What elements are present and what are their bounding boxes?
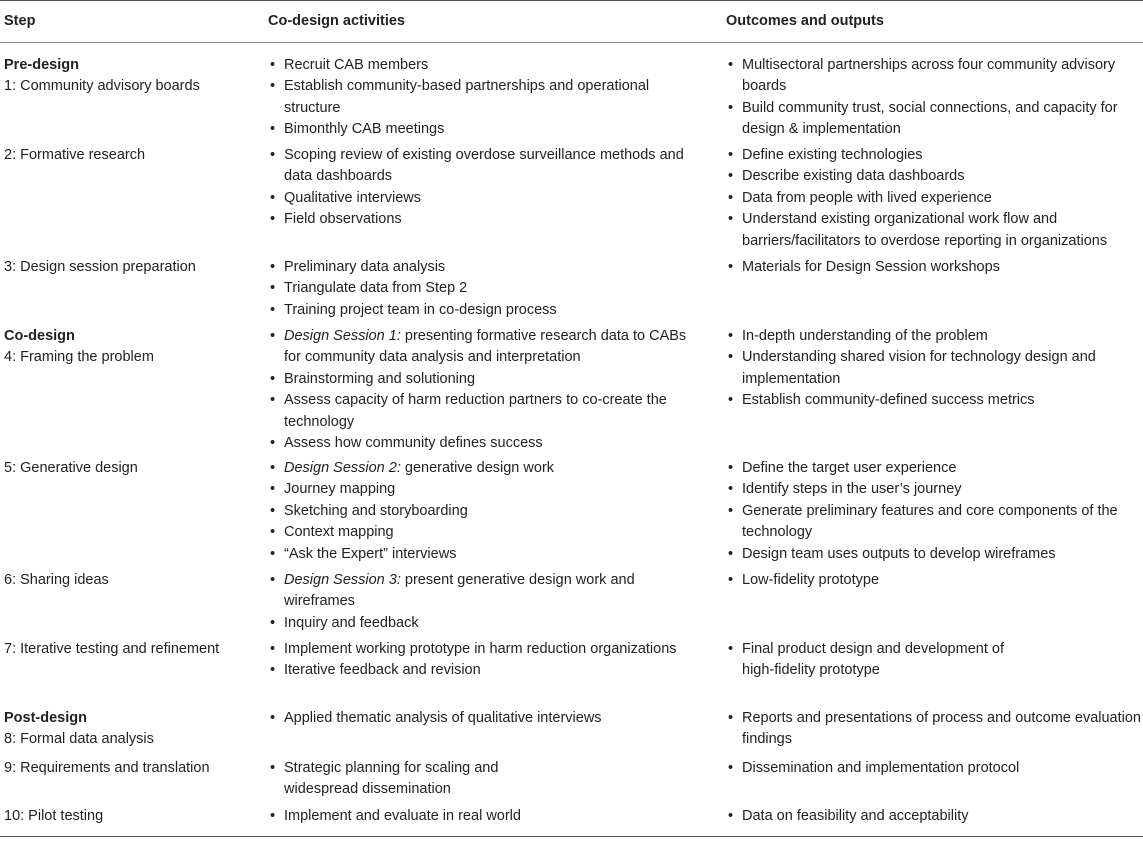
activity-text: Assess capacity of harm reduction partners to co-create the technology	[284, 392, 667, 430]
activity-text: Applied thematic analysis of qualitative interviews	[284, 710, 602, 726]
list-item	[726, 501, 1143, 544]
outcome-text: Establish community-defined success metrics	[742, 392, 1035, 409]
outcome-text: Data on feasibility and acceptability	[742, 808, 969, 824]
activity-text: Field observations	[284, 211, 402, 228]
activities-cell	[268, 570, 698, 634]
list-item	[726, 98, 1143, 141]
outcome-text: Multisectoral partnerships across four community advisory boards	[742, 57, 1116, 95]
bullet-icon: •	[270, 545, 276, 562]
list-item	[726, 145, 1143, 166]
bullet-icon: •	[270, 392, 276, 409]
activity-text: Context mapping	[284, 524, 394, 541]
list-item	[268, 55, 698, 76]
list-item	[726, 639, 1143, 682]
list-item	[726, 55, 1143, 98]
bullet-icon: •	[728, 349, 734, 366]
step-cell	[4, 145, 259, 166]
outcomes-cell	[726, 639, 1143, 682]
outcomes-cell	[726, 806, 1143, 827]
step-cell	[4, 326, 259, 369]
list-item	[268, 613, 698, 634]
activities-list	[268, 708, 698, 729]
bullet-icon: •	[728, 545, 734, 562]
outcomes-list	[726, 458, 1143, 565]
step-cell	[4, 708, 259, 751]
bullet-icon: •	[270, 435, 276, 452]
step-cell	[4, 257, 259, 278]
list-item	[726, 390, 1143, 411]
activities-list	[268, 806, 698, 827]
activities-cell	[268, 758, 698, 801]
activities-list	[268, 326, 698, 454]
step-cell	[4, 570, 259, 591]
bullet-icon: •	[270, 614, 276, 631]
step-label: 3: Design session preparation	[4, 259, 196, 275]
activities-cell	[268, 257, 698, 321]
step-cell	[4, 806, 259, 827]
list-item	[268, 479, 698, 500]
outcomes-list	[726, 570, 1143, 591]
activity-text: Implement working prototype in harm reduction organizations	[284, 641, 677, 657]
list-item	[268, 326, 698, 369]
step-cell	[4, 758, 259, 779]
list-item	[268, 209, 698, 230]
section-heading: Pre-design	[4, 57, 79, 73]
bullet-icon: •	[270, 301, 276, 318]
list-item	[726, 806, 1143, 827]
activities-cell	[268, 639, 698, 682]
bullet-icon: •	[728, 57, 734, 73]
bullet-icon: •	[728, 168, 734, 185]
activities-cell	[268, 326, 698, 454]
step-label: 6: Sharing ideas	[4, 572, 109, 588]
activity-text: present generative design work and wireframes	[284, 572, 635, 610]
header-rule	[0, 42, 1143, 43]
activities-list	[268, 145, 698, 231]
list-item	[268, 570, 698, 613]
activity-text: Brainstorming and solutioning	[284, 370, 476, 387]
bullet-icon: •	[728, 460, 734, 476]
activities-cell	[268, 806, 698, 827]
activities-cell	[268, 708, 698, 729]
list-item	[268, 369, 698, 390]
design-session-label: Design Session 1:	[284, 328, 401, 344]
activity-text: Triangulate data from Step 2	[284, 280, 468, 297]
outcomes-cell	[726, 145, 1143, 252]
list-item	[268, 708, 698, 729]
activity-text: Training project team in co-design process	[284, 301, 557, 318]
outcome-text: Identify steps in the user’s journey	[742, 481, 962, 498]
bullet-icon: •	[270, 211, 276, 228]
activity-text: “Ask the Expert” interviews	[284, 545, 457, 562]
bullet-icon: •	[270, 502, 276, 519]
activities-cell	[268, 145, 698, 231]
outcome-text: Understanding shared vision for technology design and implementation	[742, 349, 1096, 387]
bullet-icon: •	[728, 259, 734, 275]
list-item	[268, 758, 698, 801]
step-cell	[4, 55, 259, 98]
bullet-icon: •	[270, 460, 276, 476]
outcomes-list	[726, 639, 1143, 682]
outcome-text: Dissemination and implementation protocol	[742, 760, 1020, 776]
outcome-text: Data from people with lived experience	[742, 189, 992, 206]
activity-text: Establish community-based partnerships and operational structure	[284, 78, 650, 116]
outcomes-list	[726, 145, 1143, 252]
activities-list	[268, 758, 698, 801]
bullet-icon: •	[270, 147, 276, 163]
list-item	[268, 257, 698, 278]
bullet-icon: •	[728, 572, 734, 588]
list-item	[268, 458, 698, 479]
activities-list	[268, 55, 698, 141]
bullet-icon: •	[728, 808, 734, 824]
step-label: 9: Requirements and translation	[4, 760, 210, 776]
bullet-icon: •	[270, 121, 276, 138]
outcome-text: Generate preliminary features and core components of the technology	[742, 502, 1118, 541]
section-heading: Co-design	[4, 328, 75, 344]
activity-text: presenting formative research data to CABs for community data analysis and interpretation	[284, 328, 687, 366]
design-session-label: Design Session 2:	[284, 460, 401, 476]
list-item	[268, 145, 698, 188]
bullet-icon: •	[270, 370, 276, 387]
list-item	[268, 300, 698, 321]
design-session-label: Design Session 3:	[284, 572, 401, 588]
outcomes-cell	[726, 708, 1143, 751]
outcome-text: Materials for Design Session workshops	[742, 259, 1000, 275]
activity-text: Scoping review of existing overdose surveillance methods and data dashboards	[284, 147, 684, 185]
list-item	[726, 166, 1143, 187]
bullet-icon: •	[728, 328, 734, 344]
bullet-icon: •	[728, 641, 734, 657]
bullet-icon: •	[270, 662, 276, 679]
outcome-text: Understand existing organizational work flow and barriers/facilitators to overdose reporting in organizations	[742, 211, 1108, 249]
activity-text: Implement and evaluate in real world	[284, 808, 521, 824]
list-item	[268, 119, 698, 140]
outcomes-list	[726, 55, 1143, 141]
list-item	[268, 522, 698, 543]
bullet-icon: •	[270, 57, 276, 73]
outcomes-list	[726, 806, 1143, 827]
activities-list	[268, 458, 698, 565]
activity-text: Iterative feedback and revision	[284, 662, 481, 679]
bullet-icon: •	[728, 710, 734, 726]
outcome-text: In-depth understanding of the problem	[742, 328, 988, 344]
activity-text: generative design work	[400, 460, 555, 476]
list-item	[726, 257, 1143, 278]
list-item	[268, 544, 698, 565]
table-top-rule	[0, 0, 1143, 1]
outcomes-cell	[726, 55, 1143, 141]
section-heading: Post-design	[4, 710, 87, 726]
bullet-icon: •	[728, 147, 734, 163]
bullet-icon: •	[270, 760, 276, 776]
bullet-icon: •	[728, 189, 734, 206]
bullet-icon: •	[728, 502, 734, 519]
bullet-icon: •	[728, 99, 734, 116]
bullet-icon: •	[728, 211, 734, 228]
list-item	[268, 278, 698, 299]
header-activities: Co-design activities	[268, 13, 405, 29]
bullet-icon: •	[270, 280, 276, 297]
list-item	[268, 390, 698, 433]
bullet-icon: •	[270, 524, 276, 541]
outcomes-cell	[726, 257, 1143, 278]
activity-text: Bimonthly CAB meetings	[284, 121, 445, 138]
outcomes-list	[726, 257, 1143, 278]
list-item	[726, 570, 1143, 591]
outcome-text: Reports and presentations of process and outcome evaluation findings	[742, 710, 1141, 748]
activity-text: Inquiry and feedback	[284, 614, 419, 631]
outcomes-list	[726, 326, 1143, 412]
activity-text: Qualitative interviews	[284, 189, 421, 206]
outcome-text: Design team uses outputs to develop wireframes	[742, 545, 1056, 562]
list-item	[726, 347, 1143, 390]
list-item	[268, 806, 698, 827]
list-item	[268, 76, 698, 119]
list-item	[268, 660, 698, 681]
activities-list	[268, 257, 698, 321]
bullet-icon: •	[270, 481, 276, 498]
step-label: 1: Community advisory boards	[4, 78, 200, 95]
list-item	[726, 326, 1143, 347]
outcomes-cell	[726, 458, 1143, 565]
list-item	[726, 708, 1143, 751]
activity-text: Recruit CAB members	[284, 57, 429, 73]
bullet-icon: •	[728, 760, 734, 776]
list-item	[726, 479, 1143, 500]
list-item	[726, 758, 1143, 779]
step-cell	[4, 639, 259, 660]
outcome-text: Final product design and development of high-fidelity prototype	[742, 641, 1004, 679]
step-label: 8: Formal data analysis	[4, 731, 154, 748]
outcome-text: Describe existing data dashboards	[742, 168, 965, 185]
list-item	[726, 188, 1143, 209]
activity-text: Sketching and storyboarding	[284, 502, 468, 519]
activity-text: Assess how community defines success	[284, 435, 543, 452]
list-item	[726, 544, 1143, 565]
bullet-icon: •	[728, 392, 734, 409]
outcomes-list	[726, 758, 1143, 779]
bullet-icon: •	[270, 572, 276, 588]
outcome-text: Define existing technologies	[742, 147, 923, 163]
activities-cell	[268, 55, 698, 141]
activities-list	[268, 639, 698, 682]
list-item	[268, 433, 698, 454]
list-item	[268, 639, 698, 660]
outcomes-list	[726, 708, 1143, 751]
activities-cell	[268, 458, 698, 565]
step-label: 7: Iterative testing and refinement	[4, 641, 220, 657]
step-label: 5: Generative design	[4, 460, 138, 476]
outcome-text: Build community trust, social connections, and capacity for design & implementation	[742, 99, 1118, 138]
list-item	[726, 209, 1143, 252]
bullet-icon: •	[270, 78, 276, 95]
outcome-text: Low-fidelity prototype	[742, 572, 880, 588]
outcomes-cell	[726, 758, 1143, 779]
list-item	[726, 458, 1143, 479]
step-label: 10: Pilot testing	[4, 808, 104, 824]
bullet-icon: •	[270, 259, 276, 275]
bullet-icon: •	[270, 328, 276, 344]
step-cell	[4, 458, 259, 479]
outcomes-cell	[726, 326, 1143, 412]
step-label: 2: Formative research	[4, 147, 146, 163]
activities-list	[268, 570, 698, 634]
outcomes-cell	[726, 570, 1143, 591]
header-step: Step	[4, 13, 36, 29]
activity-text: Preliminary data analysis	[284, 259, 446, 275]
bullet-icon: •	[728, 481, 734, 498]
bullet-icon: •	[270, 641, 276, 657]
step-label: 4: Framing the problem	[4, 349, 154, 366]
table-bottom-rule	[0, 836, 1143, 837]
list-item	[268, 188, 698, 209]
bullet-icon: •	[270, 808, 276, 824]
activity-text: Strategic planning for scaling and widespread dissemination	[284, 760, 499, 798]
activity-text: Journey mapping	[284, 481, 396, 498]
list-item	[268, 501, 698, 522]
bullet-icon: •	[270, 710, 276, 726]
bullet-icon: •	[270, 189, 276, 206]
outcome-text: Define the target user experience	[742, 460, 957, 476]
header-outcomes: Outcomes and outputs	[726, 13, 884, 29]
